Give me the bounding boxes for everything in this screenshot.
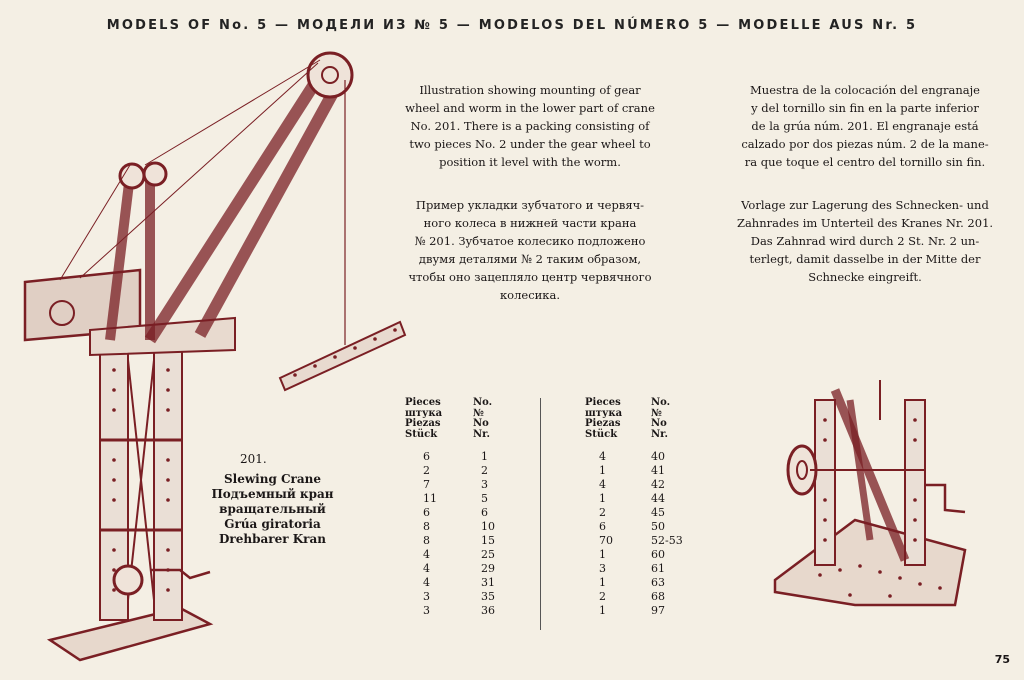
page-header: MODELS OF No. 5 — МОДЕЛИ ИЗ № 5 — MODELOS DEL NÚMERO 5 — MODELLE AUS Nr. 5	[106, 18, 918, 33]
description-russian: Пример укладки зубчатого и червяч- ного колеса в нижней части крана № 201. Зубчатое колесико подложено двумя деталями № 2 таким образом, чтобы оно зацепляло центр червячного колесика.	[408, 198, 652, 302]
number-column: No. № No Nr. 1 2 3 5 6 10 15 25 29 31 35 36	[473, 397, 495, 617]
description-english: Illustration showing mounting of gear wheel and worm in the lower part of crane No. 201. There is a packing consisting of two pieces No. 2 under the gear wheel to position it level with the worm.	[405, 83, 655, 169]
slewing-crane-illustration	[0, 0, 420, 680]
pieces-column: Pieces штука Piezas Stück 4 1 4 1 2 6 70 1 3 1 2 1	[585, 397, 623, 617]
model-name-russian-2: вращательный	[219, 502, 326, 516]
model-number: 201.	[240, 452, 267, 466]
number-column: No. № No Nr. 40 41 42 44 45 50 52-53 60 61 63 68 97	[651, 397, 683, 617]
model-name-german: Drehbarer Kran	[219, 532, 326, 546]
model-name-russian: Подъемный кран	[211, 487, 334, 501]
model-name-english: Slewing Crane	[223, 472, 322, 486]
table-divider	[540, 398, 541, 630]
gear-worm-detail-illustration	[760, 360, 990, 620]
parts-table-left	[405, 398, 515, 633]
parts-table-right	[585, 398, 705, 633]
description-spanish: Muestra de la colocación del engranaje y del tornillo sin fin en la parte inferior de la grúa núm. 201. El engranaje está calzado por dos piezas núm. 2 de la mane- ra que toque el centro del tornillo sin fin.	[741, 83, 989, 169]
model-name-spanish: Grúa giratoria	[224, 517, 321, 531]
description-german: Vorlage zur Lagerung des Schnecken- und Zahnrades im Unterteil des Kranes Nr. 201. Das Zahnrad wird durch 2 St. Nr. 2 un- terlegt, damit dasselbe in der Mitte der Schnecke eingreift.	[736, 198, 994, 284]
page-number: 75	[994, 653, 1010, 666]
pieces-column: Pieces штука Piezas Stück 6 2 7 11 6 8 8 4 4 4 3 3	[405, 397, 443, 617]
